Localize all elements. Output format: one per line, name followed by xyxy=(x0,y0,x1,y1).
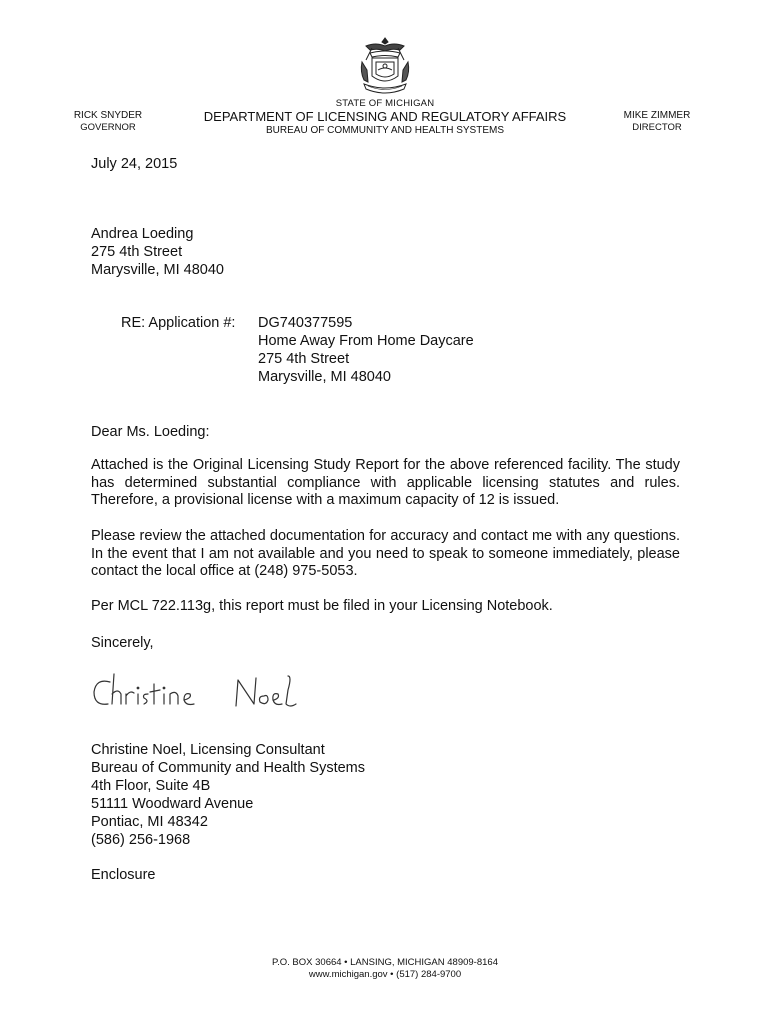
salutation: Dear Ms. Loeding: xyxy=(91,424,210,440)
director-name: MIKE ZIMMER xyxy=(623,110,691,121)
signer-floor: 4th Floor, Suite 4B xyxy=(91,778,211,794)
closing: Sincerely, xyxy=(91,635,154,651)
signer-city: Pontiac, MI 48342 xyxy=(91,814,208,830)
handwritten-signature xyxy=(88,670,308,718)
facility-name: Home Away From Home Daycare xyxy=(258,333,474,349)
letterhead-state: STATE OF MICHIGAN xyxy=(335,98,435,109)
signer-name-title: Christine Noel, Licensing Consultant xyxy=(91,742,325,758)
director-title: DIRECTOR xyxy=(632,122,682,133)
re-label: RE: Application #: xyxy=(121,315,236,331)
body-paragraph-1: Attached is the Original Licensing Study Report for the above referenced facility. The study has determined substantial compliance with applicable licensing statutes and rules. Therefore, a provisional license with a maximum capacity of 12 is issued. xyxy=(91,457,680,508)
governor-title: GOVERNOR xyxy=(80,122,136,133)
body-paragraph-3: Per MCL 722.113g, this report must be filed in your Licensing Notebook. xyxy=(91,598,553,614)
signer-street: 51111 Woodward Avenue xyxy=(91,796,254,812)
letterhead-department: DEPARTMENT OF LICENSING AND REGULATORY AFFAIRS xyxy=(203,109,567,124)
letter-date: July 24, 2015 xyxy=(91,156,178,172)
state-seal-logo xyxy=(352,36,418,100)
recipient-street: 275 4th Street xyxy=(91,244,183,260)
facility-city: Marysville, MI 48040 xyxy=(258,369,391,385)
enclosure-note: Enclosure xyxy=(91,867,156,883)
governor-name: RICK SNYDER xyxy=(73,110,143,121)
body-paragraph-2: Please review the attached documentation for accuracy and contact me with any questions. In the event that I am not available and you need to speak to someone immediately, please contact the local office at (248) 975-5053. xyxy=(91,528,680,579)
application-number: DG740377595 xyxy=(258,315,353,331)
footer-address: P.O. BOX 30664 • LANSING, MICHIGAN 48909-8164 xyxy=(272,957,498,968)
recipient-city: Marysville, MI 48040 xyxy=(91,262,224,278)
signer-phone: (586) 256-1968 xyxy=(91,832,191,848)
letterhead-bureau: BUREAU OF COMMUNITY AND HEALTH SYSTEMS xyxy=(266,125,504,136)
facility-street: 275 4th Street xyxy=(258,351,350,367)
footer-contact: www.michigan.gov • (517) 284-9700 xyxy=(308,969,462,980)
signer-bureau: Bureau of Community and Health Systems xyxy=(91,760,366,776)
recipient-name: Andrea Loeding xyxy=(91,226,194,242)
